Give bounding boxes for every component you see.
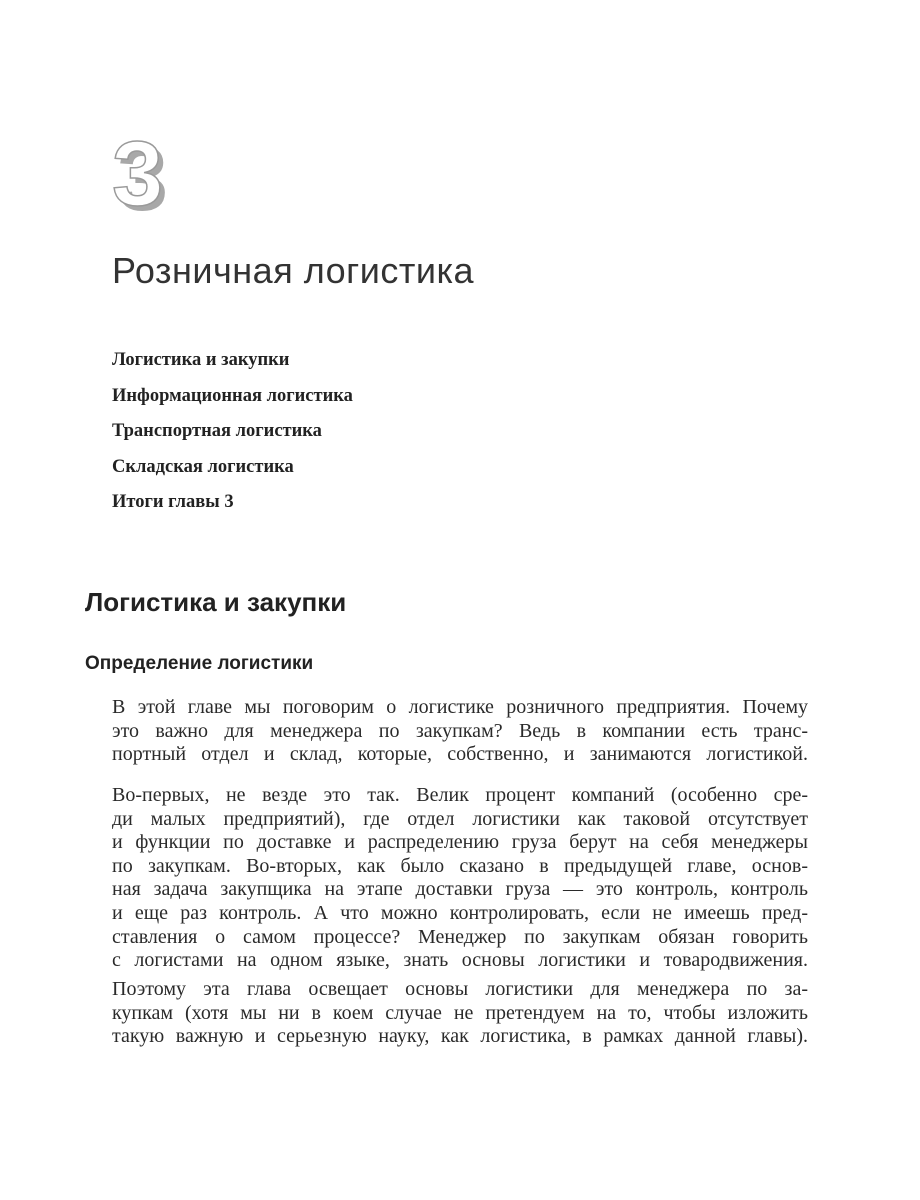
chapter-title: Розничная логистика <box>112 250 475 291</box>
toc-item: Информационная логистика <box>112 385 353 406</box>
text-line: с логистами на одном языке, знать основы логистики и товародвижения. <box>112 949 808 972</box>
toc-item: Логистика и закупки <box>112 350 290 370</box>
toc-item: Итоги главы 3 <box>112 492 234 512</box>
text-line: это важно для менеджера по закупкам? Ведь в компании есть транс- <box>112 719 808 742</box>
text-line: ди малых предприятий), где отдел логистики как таковой отсутствует <box>112 807 808 830</box>
toc-item: Складская логистика <box>112 456 294 477</box>
text-line: ставления о самом процессе? Менеджер по закупкам обязан говорить <box>112 925 808 948</box>
toc-item: Транспортная логистика <box>112 421 322 441</box>
text-line: и функции по доставке и распределению груза берут на себя менеджеры <box>112 831 808 854</box>
text-line: Во-первых, не везде это так. Велик процент компаний (особенно сре- <box>112 784 808 806</box>
chapter-number: 3 <box>112 123 164 225</box>
section-heading: Логистика и закупки <box>85 587 347 617</box>
paragraph-3 <box>112 978 808 1049</box>
text-line: такую важную и серьезную науку, как логистика, в рамках данной главы). <box>112 1025 808 1048</box>
text-line: Поэтому эта глава освещает основы логистики для менеджера по за- <box>112 978 808 1000</box>
text-line: и еще раз контроль. А что можно контролировать, если не имеешь пред- <box>112 901 808 924</box>
chapter-contents <box>112 350 353 528</box>
text-line: по закупкам. Во-вторых, как было сказано в предыдущей главе, основ- <box>112 854 808 877</box>
text-line: портный отдел и склад, которые, собственно, и занимаются логистикой. <box>112 743 808 766</box>
paragraph-1 <box>112 696 808 767</box>
subsection-heading: Определение логистики <box>85 653 314 674</box>
paragraph-2 <box>112 784 808 973</box>
text-line: В этой главе мы поговорим о логистике розничного предприятия. Почему <box>112 696 808 718</box>
text-line: ная задача закупщика на этапе доставки груза — это контроль, контроль <box>112 878 808 901</box>
text-line: купкам (хотя мы ни в коем случае не претендуем на то, чтобы изложить <box>112 1001 808 1024</box>
